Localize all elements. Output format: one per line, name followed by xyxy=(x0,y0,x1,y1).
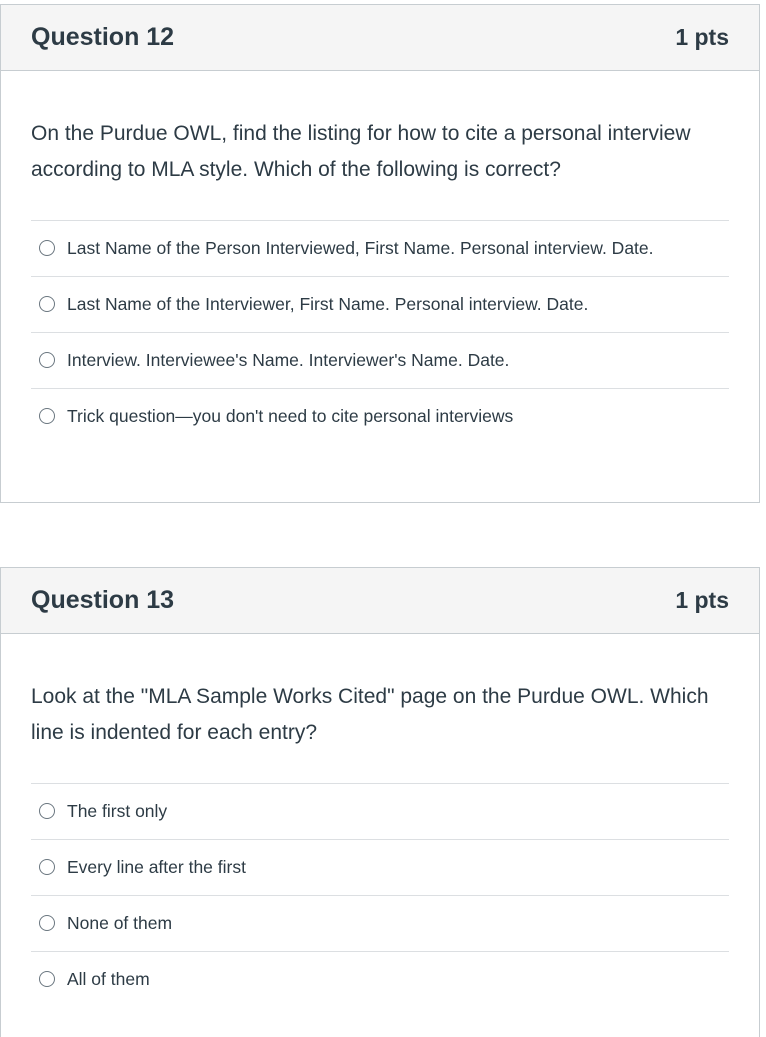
radio-button-icon[interactable] xyxy=(39,859,55,875)
answer-option[interactable] xyxy=(31,277,729,333)
answer-option[interactable] xyxy=(31,389,729,444)
question-points: 1 pts xyxy=(675,587,729,613)
question-title: Question 12 xyxy=(31,23,175,51)
answer-label: Interview. Interviewee's Name. Interviewer's Name. Date. xyxy=(67,350,510,370)
answer-label: Last Name of the Interviewer, First Name. Personal interview. Date. xyxy=(67,294,589,314)
answer-label: The first only xyxy=(67,801,168,821)
question-title: Question 13 xyxy=(31,586,175,614)
answer-option[interactable] xyxy=(31,784,729,840)
question-body xyxy=(1,679,759,1007)
question-points: 1 pts xyxy=(675,24,729,50)
answer-label: None of them xyxy=(67,913,173,933)
radio-button-icon[interactable] xyxy=(39,803,55,819)
question-header xyxy=(1,5,759,71)
question-13-card xyxy=(0,567,760,1037)
radio-button-icon[interactable] xyxy=(39,971,55,987)
question-header xyxy=(1,568,759,634)
answer-label: Trick question—you don't need to cite personal interviews xyxy=(67,406,514,426)
answer-list xyxy=(31,783,729,1007)
question-text: Look at the "MLA Sample Works Cited" page on the Purdue OWL. Which line is indented for each entry? xyxy=(31,685,709,744)
answer-option[interactable] xyxy=(31,221,729,277)
answer-label: Last Name of the Person Interviewed, First Name. Personal interview. Date. xyxy=(67,238,654,258)
answer-label: Every line after the first xyxy=(67,857,246,877)
radio-button-icon[interactable] xyxy=(39,240,55,256)
answer-list xyxy=(31,220,729,444)
question-body xyxy=(1,116,759,444)
question-text: On the Purdue OWL, find the listing for how to cite a personal interview according to MLA style. Which of the following is correct? xyxy=(31,122,691,181)
radio-button-icon[interactable] xyxy=(39,915,55,931)
radio-button-icon[interactable] xyxy=(39,352,55,368)
answer-option[interactable] xyxy=(31,952,729,1007)
answer-option[interactable] xyxy=(31,333,729,389)
answer-option[interactable] xyxy=(31,896,729,952)
radio-button-icon[interactable] xyxy=(39,296,55,312)
answer-option[interactable] xyxy=(31,840,729,896)
radio-button-icon[interactable] xyxy=(39,408,55,424)
question-12-card xyxy=(0,4,760,503)
answer-label: All of them xyxy=(67,969,150,989)
